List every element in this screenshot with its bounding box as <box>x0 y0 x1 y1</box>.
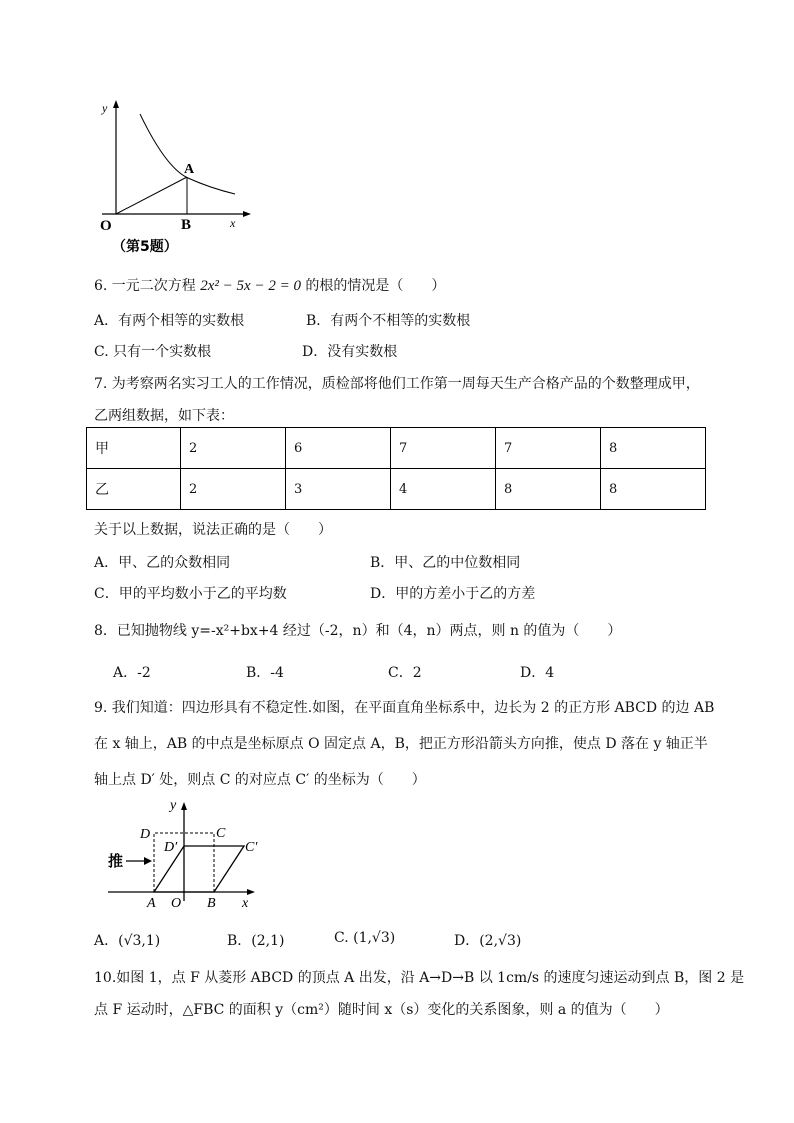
question-8-option-a: A．-2 <box>113 665 151 681</box>
label-y: y <box>170 798 177 813</box>
table-row-label: 乙 <box>87 469 181 510</box>
push-label: 推 <box>108 852 124 870</box>
table-cell: 2 <box>181 469 286 510</box>
question-9-line3: 轴上点 D′ 处，则点 C 的对应点 C′ 的坐标为（ ） <box>94 772 426 788</box>
table-cell: 8 <box>601 469 706 510</box>
y-axis-arrow <box>181 802 187 810</box>
table-cell: 8 <box>496 469 601 510</box>
table-row <box>87 469 706 510</box>
table-cell: 3 <box>286 469 391 510</box>
question-8-option-c: C．2 <box>388 665 422 681</box>
label-a: A <box>147 896 156 911</box>
point-b-label: B <box>181 217 192 233</box>
question-7-option-a: A．甲、乙的众数相同 <box>94 555 231 571</box>
question-10-line2: 点 F 运动时，△FBC 的面积 y（cm²）随时间 x（s）变化的关系图象，则 a 的值为（ ） <box>94 1002 669 1018</box>
label-d-prime: D′ <box>164 840 178 855</box>
label-c: C <box>216 826 226 841</box>
question-6-stem <box>94 275 445 295</box>
x-axis-arrow <box>243 211 251 217</box>
question-9-line2: 在 x 轴上，AB 的中点是坐标原点 O 固定点 A，B，把正方形沿箭头方向推，使点 D 落在 y 轴正半 <box>94 736 708 752</box>
question-7-stem-line2: 乙两组数据，如下表： <box>94 408 234 424</box>
question-9-option-c: C. (1,√3) <box>334 930 396 946</box>
question-6-option-a: A．有两个相等的实数根 <box>94 313 245 329</box>
point-a-label: A <box>184 162 195 177</box>
question-6-suffix: 的根的情况是（ ） <box>305 278 446 294</box>
table-cell: 2 <box>181 428 286 469</box>
push-arrow-head <box>144 857 152 865</box>
question-6-option-b: B．有两个不相等的实数根 <box>306 313 471 329</box>
question-7-option-d: D．甲的方差小于乙的方差 <box>370 586 536 602</box>
question-6-option-c: C. 只有一个实数根 <box>94 344 212 360</box>
x-axis-arrow <box>247 889 255 895</box>
question-7-question: 关于以上数据，说法正确的是（ ） <box>94 522 332 538</box>
figure-question-9 <box>100 795 270 915</box>
label-b: B <box>207 896 216 911</box>
label-c-prime: C′ <box>245 840 258 855</box>
question-9-line1: 9. 我们知道：四边形具有不稳定性.如图，在平面直角坐标系中，边长为 2 的正方形 ABCD 的边 AB <box>94 700 715 716</box>
question-6-equation: 2x² − 5x − 2 = 0 <box>200 278 301 294</box>
table-cell: 8 <box>601 428 706 469</box>
y-axis-label: y <box>102 101 108 115</box>
question-6-option-d: D．没有实数根 <box>302 344 398 360</box>
segment-oa <box>116 177 187 214</box>
table-cell: 6 <box>286 428 391 469</box>
label-x: x <box>242 896 249 911</box>
question-6-prefix: 6. 一元二次方程 <box>94 278 196 294</box>
origin-label: O <box>100 218 112 234</box>
y-axis-arrow <box>113 100 119 108</box>
question-7-stem-line1: 7. 为考察两名实习工人的工作情况，质检部将他们工作第一周每天生产合格产品的个数整理成甲， <box>94 376 700 392</box>
question-8-option-b: B．-4 <box>246 665 284 681</box>
question-7-option-c: C．甲的平均数小于乙的平均数 <box>94 586 287 602</box>
table-cell: 7 <box>391 428 496 469</box>
figure-caption: （第5题） <box>112 239 178 255</box>
table-row-label: 甲 <box>87 428 181 469</box>
question-9-option-d: D．(2,√3) <box>454 933 522 949</box>
table-cell: 4 <box>391 469 496 510</box>
label-o: O <box>171 896 182 911</box>
table-cell: 7 <box>496 428 601 469</box>
production-data-table <box>86 427 706 510</box>
label-d: D <box>140 827 151 842</box>
question-9-option-b: B．(2,1) <box>227 933 285 949</box>
question-8-option-d: D．4 <box>520 665 555 681</box>
x-axis-label: x <box>230 216 236 230</box>
question-8-stem: 8．已知抛物线 y=-x²+bx+4 经过（-2，n）和（4，n）两点，则 n 的值为（ ） <box>94 623 622 639</box>
table-row <box>87 428 706 469</box>
question-10-line1: 10.如图 1，点 F 从菱形 ABCD 的顶点 A 出发，沿 A→D→B 以 1cm/s 的速度匀速运动到点 B，图 2 是 <box>94 970 745 986</box>
question-9-option-a: A．(√3,1) <box>94 933 161 949</box>
question-7-option-b: B．甲、乙的中位数相同 <box>370 555 521 571</box>
figure-question-5 <box>92 96 262 261</box>
